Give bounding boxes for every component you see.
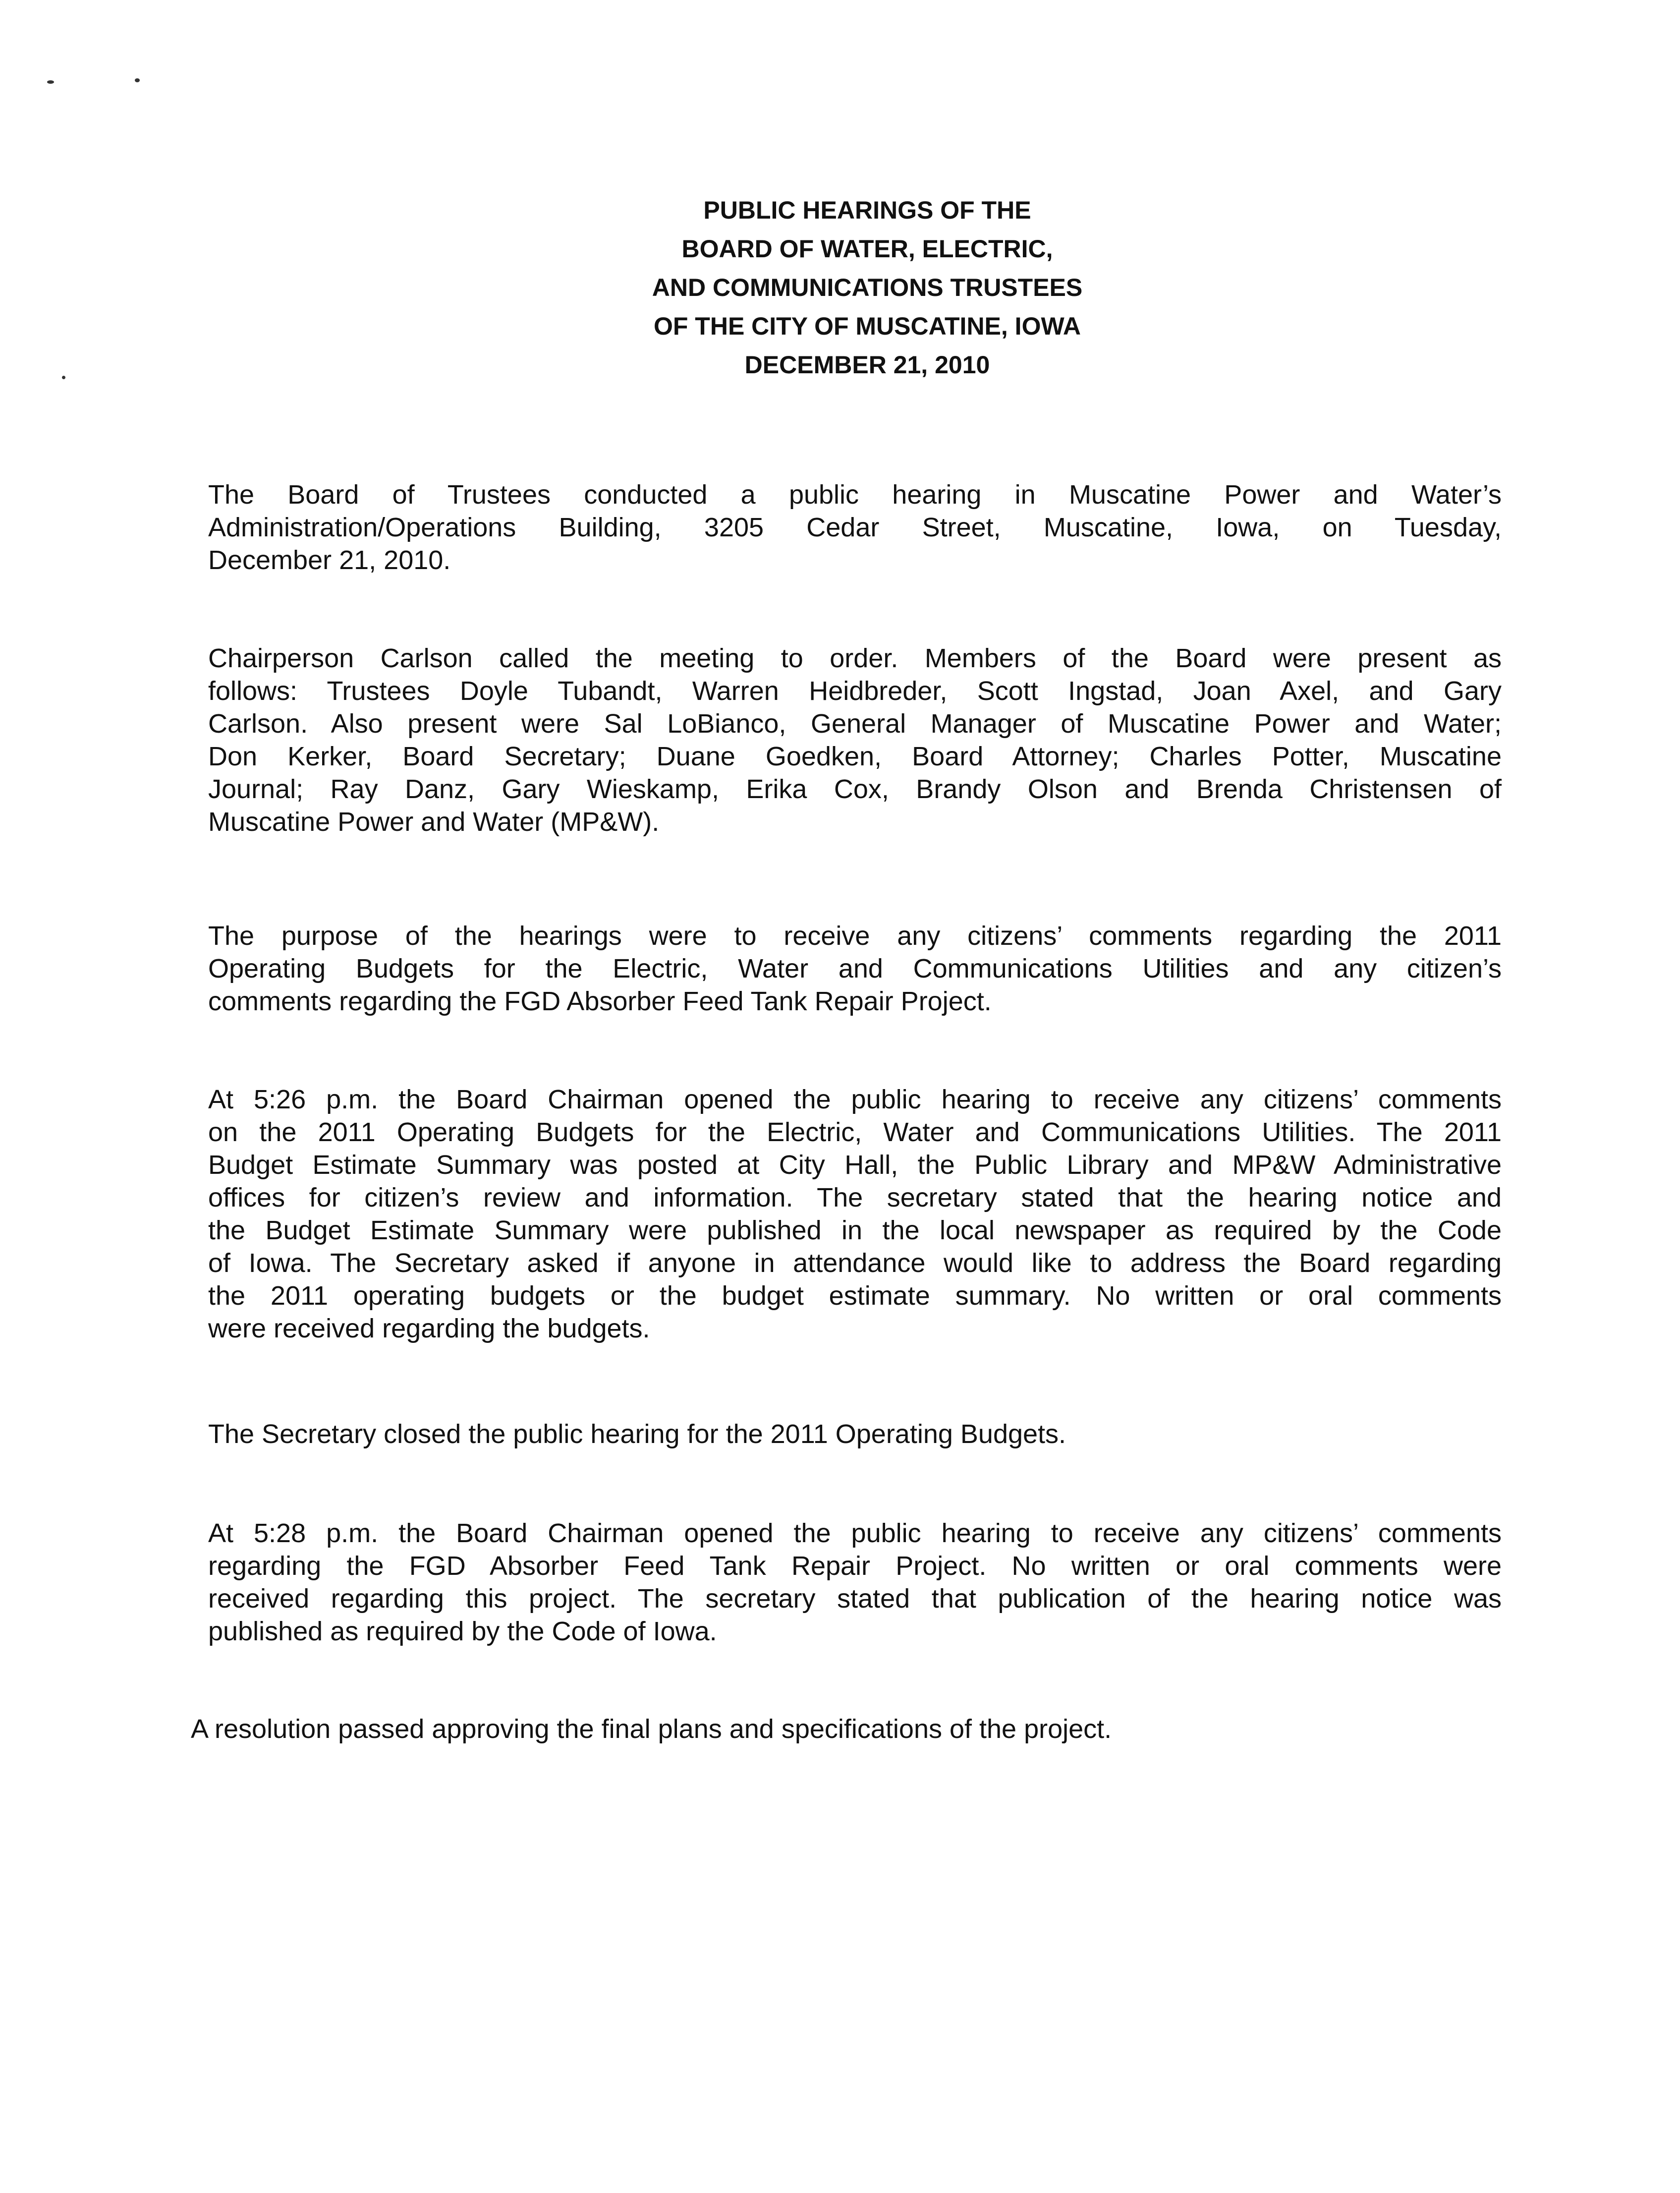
text-line: follows: Trustees Doyle Tubandt, Warren Heidbreder, Scott Ingstad, Joan Axel, and Gary [208,676,1502,706]
text-line: regarding the FGD Absorber Feed Tank Repair Project. No written or oral comments were [208,1551,1502,1581]
text-line: received regarding this project. The secretary stated that publication of the hearing notice was [208,1584,1502,1614]
scan-speck [62,376,65,379]
text-line: Operating Budgets for the Electric, Water and Communications Utilities and any citizen’s [208,954,1502,983]
text-line: were received regarding the budgets. [208,1314,650,1343]
budget-hearing-paragraph [208,1083,1502,1345]
title-line: PUBLIC HEARINGS OF THE [703,196,1031,224]
title-date: DECEMBER 21, 2010 [744,351,990,379]
text-line: Journal; Ray Danz, Gary Wieskamp, Erika Cox, Brandy Olson and Brenda Christensen of [208,774,1502,804]
text-line: The purpose of the hearings were to receive any citizens’ comments regarding the 2011 [208,921,1502,951]
text-line: The Board of Trustees conducted a public hearing in Muscatine Power and Water’s [208,480,1502,510]
fgd-hearing-paragraph [208,1517,1502,1648]
title-line: OF THE CITY OF MUSCATINE, IOWA [653,312,1081,340]
text-line: of Iowa. The Secretary asked if anyone in attendance would like to address the Board regarding [208,1248,1502,1278]
text-line: Administration/Operations Building, 3205 Cedar Street, Muscatine, Iowa, on Tuesday, [208,513,1502,542]
document-title [496,191,1239,384]
budget-closing-paragraph [208,1418,1502,1450]
text-line: Carlson. Also present were Sal LoBianco, General Manager of Muscatine Power and Water; [208,709,1502,739]
text-line: At 5:26 p.m. the Board Chairman opened the public hearing to receive any citizens’ comments [208,1085,1502,1114]
text-line: The Secretary closed the public hearing for the 2011 Operating Budgets. [208,1419,1066,1449]
text-line: December 21, 2010. [208,545,451,575]
resolution-paragraph [191,1713,1484,1745]
scan-speck [135,78,140,82]
hearing-location-paragraph [208,478,1502,577]
text-line: At 5:28 p.m. the Board Chairman opened the public hearing to receive any citizens’ comments [208,1518,1502,1548]
text-line: Don Kerker, Board Secretary; Duane Goedken, Board Attorney; Charles Potter, Muscatine [208,742,1502,771]
text-line: on the 2011 Operating Budgets for the Electric, Water and Communications Utilities. The 2011 [208,1117,1502,1147]
title-line: BOARD OF WATER, ELECTRIC, [681,235,1053,263]
text-line: published as required by the Code of Iowa. [208,1616,717,1646]
text-line: the 2011 operating budgets or the budget estimate summary. No written or oral comments [208,1281,1502,1311]
text-line: A resolution passed approving the final plans and specifications of the project. [191,1714,1112,1744]
text-line: Chairperson Carlson called the meeting to order. Members of the Board were present as [208,643,1502,673]
scan-speck [47,80,54,84]
text-line: comments regarding the FGD Absorber Feed Tank Repair Project. [208,986,992,1016]
text-line: offices for citizen’s review and information. The secretary stated that the hearing notice and [208,1183,1502,1212]
text-line: the Budget Estimate Summary were published in the local newspaper as required by the Code [208,1215,1502,1245]
attendance-paragraph [208,642,1502,838]
text-line: Budget Estimate Summary was posted at City Hall, the Public Library and MP&W Administrative [208,1150,1502,1180]
purpose-paragraph [208,920,1502,1018]
text-line: Muscatine Power and Water (MP&W). [208,807,660,837]
title-line: AND COMMUNICATIONS TRUSTEES [652,274,1083,301]
